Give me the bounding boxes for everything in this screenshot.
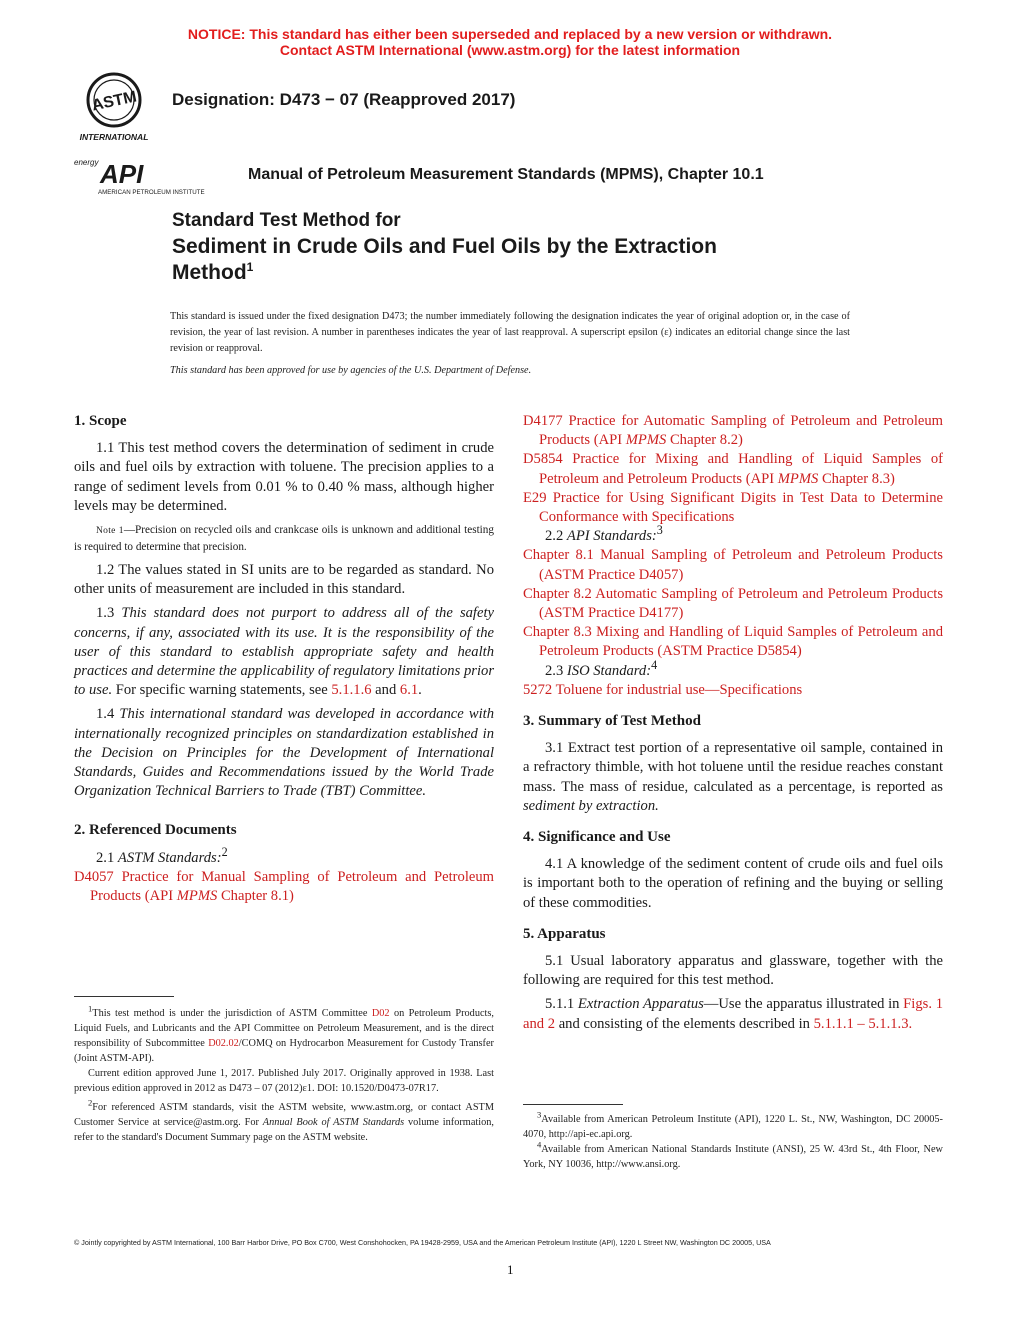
- ref-chapter-8-2-text[interactable]: Automatic Sampling of Petroleum and Petroleum Products (ASTM Practice: [539, 585, 944, 622]
- para-1-3-tail: For specific warning statements, see: [115, 682, 328, 699]
- astm-logo: [66, 72, 162, 144]
- api-logo-sub: AMERICAN PETROLEUM INSTITUTE: [98, 189, 205, 196]
- footnote-4-text: Available from American National Standards Institute (ANSI), 25 W. 43rd St., 4th Floor, New York, NY 10036, http://www.ansi.org.: [523, 1144, 943, 1170]
- title-line-3: Method: [172, 261, 247, 284]
- section-4-heading: 4. Significance and Use: [523, 829, 671, 846]
- astm-logo-text: ASTM: [90, 88, 139, 115]
- note-1-label: Note 1: [96, 526, 124, 537]
- footnote-1-mark: 1: [88, 1003, 93, 1014]
- left-column: [74, 412, 494, 906]
- designation: Designation: D473 − 07 (Reapproved 2017): [172, 90, 516, 109]
- link-figs-1-2[interactable]: Figs. 1 and 2: [523, 996, 943, 1032]
- ref-d4057: [74, 868, 494, 906]
- ref-d5854-end[interactable]: Chapter 8.3): [821, 470, 895, 487]
- document-title: [172, 208, 892, 286]
- ref-chapter-8-3-ref[interactable]: D5854: [757, 643, 797, 660]
- page-number: 1: [507, 1262, 514, 1277]
- ref-iso-5272: [523, 681, 943, 700]
- para-1-4-italic: This international standard was developed in accordance with internationally recognized principles on standardization established in the Decision on Principles for the Development of International Standards, Guides and Recommendations issued by the World Trade Organization Technical Barriers to Trade (TBT) Committee.: [74, 706, 495, 800]
- para-1-3-italic: This standard does not purport to address all of the safety concerns, if any, associated with its use. It is the responsibility of the user of this standard to establish appropriate safety and health practices and determine the applicability of regulatory limitations prior to use.: [74, 605, 494, 699]
- para-1-3: 1.3 This standard does not purport to address all of the safety concerns, if any, associated with its use. It is the responsibility of the user of this standard to establish appropriate safety and health practices and determine the applicability of regulatory limitations prior to use. For specific warning statements, see 5.1.1.6 and 6.1.: [74, 605, 494, 699]
- footnote-3-text: Available from American Petroleum Institute (API), 1220 L. St., NW, Washington, DC 20005-4070, http://api-ec.api.org.: [523, 1114, 943, 1140]
- note-1-text: —Precision on recycled oils and crankcase oils is unknown and additional testing is required to determine that precision.: [74, 524, 494, 554]
- link-5-1-1-6[interactable]: 5.1.1.6: [331, 682, 372, 699]
- ref-chapter-8-2-ref[interactable]: D4177: [638, 605, 679, 622]
- footnote-rule-right: [523, 1104, 623, 1105]
- para-2-1-sup: 2: [221, 844, 228, 859]
- footnote-3: [523, 1109, 943, 1142]
- para-1-3-and: and: [375, 682, 397, 699]
- para-2-3-num: 2.3: [545, 662, 564, 679]
- ref-chapter-8-1-text[interactable]: Manual Sampling of Petroleum and Petroleum Products (ASTM Practice: [539, 547, 943, 583]
- mpms-chapter: Manual of Petroleum Measurement Standards (MPMS), Chapter 10.1: [248, 166, 764, 183]
- ref-chapter-8-1-ref[interactable]: D4057: [638, 566, 679, 583]
- para-2-2-italic: API Standards:: [566, 528, 657, 545]
- link-d02[interactable]: D02: [371, 1008, 390, 1019]
- para-2-2: [523, 523, 943, 546]
- section-2-heading: 2. Referenced Documents: [74, 822, 237, 839]
- copyright-line: © Jointly copyrighted by ASTM International, 100 Barr Harbor Drive, PO Box C700, West Conshohocken, PA 19428-2959, USA and the American Petroleum Institute (API), 1220 L Street NW, Washington DC 20005, USA: [74, 1238, 771, 1247]
- section-1-heading: 1. Scope: [74, 413, 127, 429]
- link-chapter-8-2[interactable]: Chapter 8.2: [523, 585, 592, 602]
- link-chapter-8-1[interactable]: Chapter 8.1: [523, 547, 594, 564]
- para-1-2: 1.2 The values stated in SI units are to be regarded as standard. No other units of measurement are included in this standard.: [74, 562, 494, 598]
- footnote-2-a: For referenced ASTM standards, visit the ASTM website, www.astm.org, or contact ASTM Customer Service at service@astm.org. For: [74, 1102, 494, 1128]
- footnotes-right: [523, 1109, 943, 1172]
- api-energy-text: energy: [74, 158, 99, 167]
- para-2-1-num: 2.1: [96, 849, 115, 866]
- para-1-4-num: 1.4: [96, 706, 115, 723]
- dod-statement: This standard has been approved for use by agencies of the U.S. Department of Defense.: [170, 365, 532, 376]
- para-1-1: 1.1 This test method covers the determination of sediment in crude oils and fuel oils by extraction with toluene. The precision applies to a range of sediment levels from 0.01 % to 0.40 % mass, although higher levels may be determined.: [74, 440, 494, 514]
- section-3-heading: 3. Summary of Test Method: [523, 713, 701, 730]
- para-5-1-1-num: 5.1.1: [545, 996, 575, 1013]
- title-footnote-mark: 1: [246, 260, 254, 274]
- footnote-4-mark: 4: [537, 1139, 542, 1150]
- para-2-1-italic: ASTM Standards:: [117, 849, 222, 866]
- footnote-3-mark: 3: [537, 1109, 542, 1120]
- footnote-4: [523, 1139, 943, 1172]
- footnote-2-italic: Annual Book of ASTM Standards: [262, 1117, 405, 1128]
- title-line-2: Sediment in Crude Oils and Fuel Oils by the Extraction: [172, 235, 717, 258]
- para-3-1-text: 3.1 Extract test portion of a representative oil sample, contained in a refractory thimble, with hot toluene until the residue reaches constant mass. The mass of residue, calculated as a percentage, is reported as: [523, 740, 943, 795]
- footnote-1-a: This test method is under the jurisdiction of ASTM Committee: [92, 1008, 368, 1019]
- para-5-1-1-text: —Use the apparatus illustrated in: [703, 996, 900, 1013]
- ref-d4177-text[interactable]: Practice for Automatic Sampling of Petroleum and Petroleum Products (API: [539, 413, 943, 449]
- para-2-3-italic: ISO Standard:: [566, 662, 652, 679]
- link-chapter-8-3[interactable]: Chapter 8.3: [523, 624, 592, 641]
- para-2-2-num: 2.2: [545, 528, 564, 545]
- link-d4057[interactable]: D4057: [74, 868, 114, 885]
- ref-chapter-8-2: Chapter 8.2 Automatic Sampling of Petroleum and Petroleum Products (ASTM Practice D4177): [523, 585, 944, 622]
- para-5-1-1-mid: and consisting of the elements described in: [558, 1015, 810, 1032]
- para-1-4: [74, 705, 494, 801]
- footnotes-left: [74, 1003, 494, 1145]
- ref-d4177-mpms[interactable]: MPMS: [625, 432, 667, 449]
- ref-d4177: [523, 412, 943, 450]
- footnote-2: [74, 1097, 494, 1145]
- ref-d4057-mpms[interactable]: MPMS: [176, 888, 218, 905]
- ref-d4177-end[interactable]: Chapter 8.2): [669, 432, 743, 449]
- note-1: [74, 522, 494, 555]
- para-2-3-sup: 4: [651, 657, 658, 672]
- section-5-heading: 5. Apparatus: [523, 925, 606, 942]
- astm-logo-sub: INTERNATIONAL: [79, 132, 149, 142]
- footnote-1-c: /COMQ on Hydrocarbon Measurement for Custody Transfer (Joint ASTM-API).: [74, 1038, 494, 1064]
- link-d02-02[interactable]: D02.02: [208, 1038, 239, 1049]
- notice-line-1: NOTICE: This standard has either been superseded and replaced by a new version or withdrawn.: [187, 26, 833, 42]
- ref-d4057-end[interactable]: Chapter 8.1): [220, 888, 294, 905]
- ref-chapter-8-3: Chapter 8.3 Mixing and Handling of Liquid Samples of Petroleum and Petroleum Products (ASTM Practice D5854): [523, 624, 943, 660]
- ref-e29-text[interactable]: Practice for Using Significant Digits in Test Data to Determine Conformance with Specifications: [539, 489, 943, 526]
- para-2-2-sup: 3: [656, 523, 663, 538]
- title-line-1: Standard Test Method for: [172, 210, 401, 231]
- para-5-1-1-italic: Extraction Apparatus: [577, 996, 704, 1013]
- para-5-1-1: [523, 995, 943, 1033]
- footnote-rule-left: [74, 996, 174, 997]
- ref-d5854-mpms[interactable]: MPMS: [777, 470, 819, 487]
- para-3-1: [523, 739, 943, 816]
- footnote-1: [74, 1003, 494, 1066]
- api-logo-text: API: [100, 159, 144, 189]
- link-5-1-1-1-range[interactable]: 5.1.1.1 – 5.1.1.3.: [813, 1015, 913, 1032]
- ref-chapter-8-3-text[interactable]: Mixing and Handling of Liquid Samples of Petroleum and Petroleum Products (ASTM Practice: [539, 624, 943, 660]
- link-d4177[interactable]: D4177: [523, 413, 563, 429]
- link-e29[interactable]: E29: [523, 489, 547, 506]
- ref-d4057-text[interactable]: Practice for Manual Sampling of Petroleum and Petroleum Products (API: [90, 868, 494, 905]
- withdrawal-notice: [0, 26, 1020, 58]
- para-4-1: 4.1 A knowledge of the sediment content of crude oils and fuel oils is important both to the operation of refining and the buying or selling of these commodities.: [523, 856, 943, 911]
- right-column: [523, 412, 943, 1039]
- link-6-1[interactable]: 6.1: [399, 682, 419, 699]
- footnote-1-b: on Petroleum Products, Liquid Fuels, and Lubricants and the API Committee on Petroleum Measurement, and is the direct responsibility of Subcommittee: [74, 1008, 494, 1049]
- ref-d5854: [523, 450, 943, 488]
- para-2-3: [523, 657, 943, 681]
- footnote-2-mark: 2: [88, 1097, 93, 1108]
- ref-chapter-8-1: Chapter 8.1 Manual Sampling of Petroleum and Petroleum Products (ASTM Practice D4057): [523, 547, 943, 583]
- footnote-1-edition: Current edition approved June 1, 2017. Published July 2017. Originally approved in 1938. Last previous edition approved in 2012 as D473 – 07 (2012)ε1. DOI: 10.1520/D0473-07R17.: [74, 1068, 494, 1094]
- footnote-2-b: volume information, refer to the standard's Document Summary page on the ASTM website.: [74, 1117, 494, 1143]
- notice-line-2: Contact ASTM International (www.astm.org) for the latest information: [279, 42, 741, 58]
- para-3-1-italic: sediment by extraction.: [523, 797, 659, 814]
- link-iso-5272[interactable]: 5272: [523, 681, 553, 698]
- issued-statement: This standard is issued under the fixed designation D473; the number immediately following the designation indicates the year of original adoption or, in the case of revision, the year of last revision. A number in parentheses indicates the year of last reapproval. A superscript epsilon (ε) indicates an editorial change since the last revision or reapproval.: [170, 311, 850, 354]
- ref-iso-5272-text[interactable]: Toluene for industrial use—Specifications: [555, 681, 803, 698]
- link-d5854[interactable]: D5854: [523, 451, 563, 468]
- para-5-1: 5.1 Usual laboratory apparatus and glassware, together with the following are required for this test method.: [523, 953, 943, 989]
- ref-d5854-text[interactable]: Practice for Mixing and Handling of Liquid Samples of Petroleum and Petroleum Products (API: [539, 451, 943, 487]
- api-logo: [72, 155, 242, 197]
- para-1-3-num: 1.3: [96, 605, 115, 622]
- para-2-1: [74, 844, 494, 868]
- ref-e29: [523, 489, 943, 527]
